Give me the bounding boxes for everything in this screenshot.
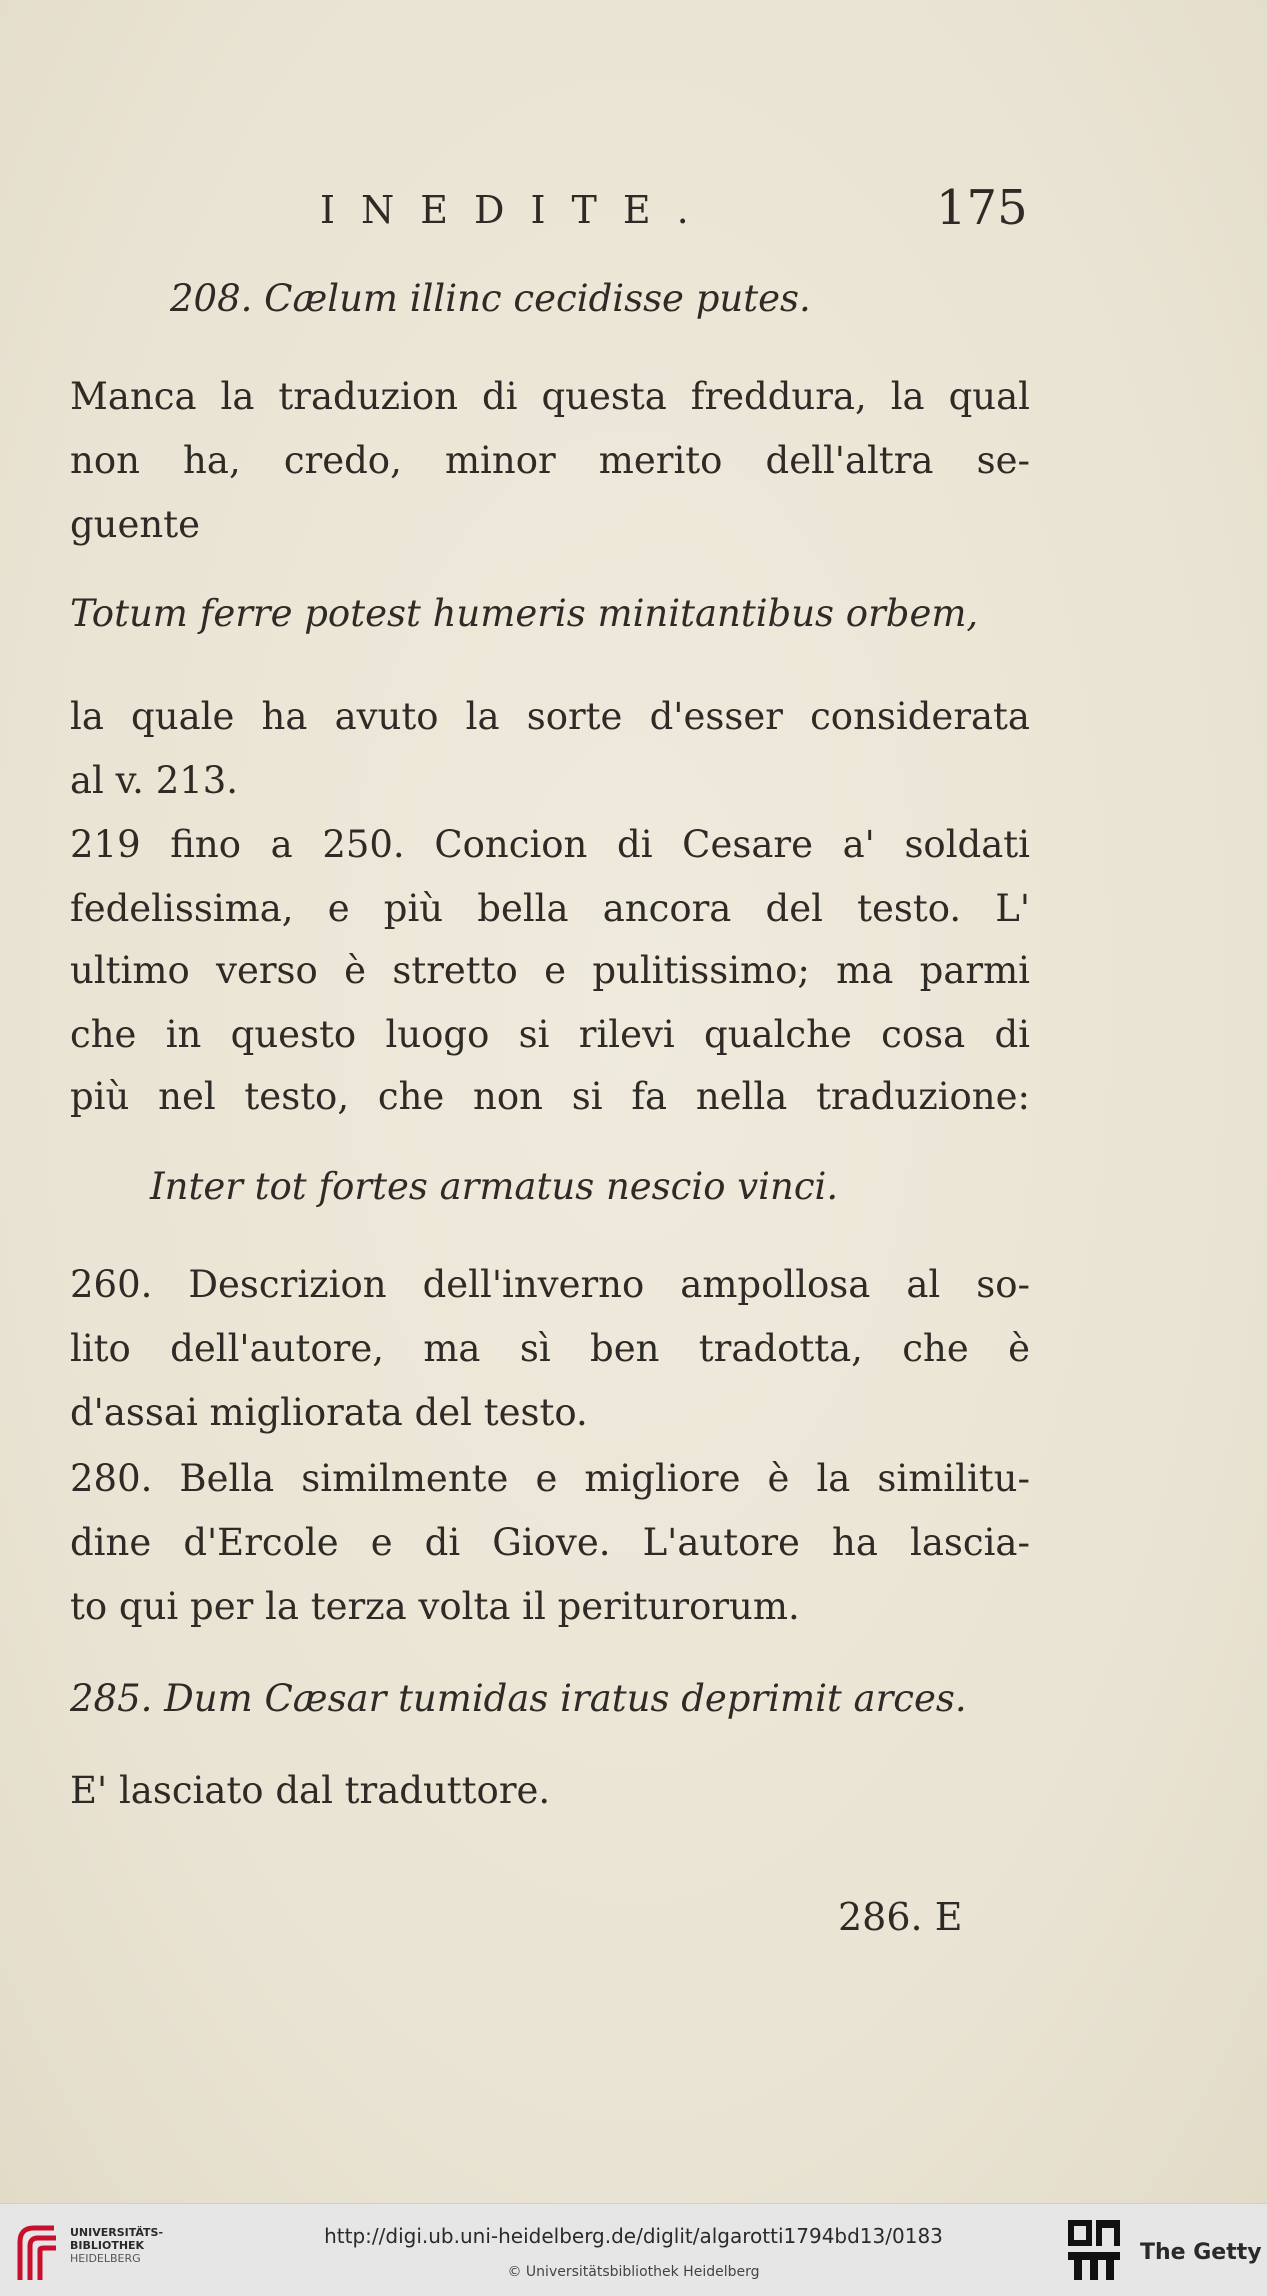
- text-line: 280. Bella similmente e migliore è la similitu-: [70, 1457, 1030, 1500]
- text-line: fedelissima, e più bella ancora del testo. L': [70, 887, 1030, 930]
- text-line: la quale ha avuto la sorte d'esser considerata: [70, 695, 1030, 738]
- getty-logo-icon: [1066, 2218, 1122, 2282]
- footer-bar: [0, 2203, 1267, 2296]
- quotation-line: 285. Dum Cæsar tumidas iratus deprimit arces.: [70, 1677, 967, 1720]
- text-line: to qui per la terza volta il periturorum.: [70, 1585, 800, 1628]
- page-number: 175: [936, 180, 1028, 236]
- partner-name: The Getty: [1140, 2240, 1262, 2265]
- library-name-line: BIBLIOTHEK: [70, 2239, 145, 2252]
- text-line: 260. Descrizion dell'inverno ampollosa al so-: [70, 1263, 1030, 1306]
- quotation-line: Inter tot fortes armatus nescio vinci.: [150, 1165, 839, 1208]
- text-line: più nel testo, che non si fa nella traduzione:: [70, 1075, 1030, 1118]
- text-line-208: 208. Cælum illinc cecidisse putes.: [170, 277, 811, 320]
- text-line: al v. 213.: [70, 759, 239, 802]
- text-line: Manca la traduzion di questa freddura, la qual: [70, 375, 1030, 418]
- text-line: lito dell'autore, ma sì ben tradotta, che è: [70, 1327, 1030, 1370]
- text-line: guente: [70, 503, 201, 546]
- catchword: 286. E: [838, 1895, 963, 1939]
- text-line: d'assai migliorata del testo.: [70, 1391, 588, 1434]
- quotation-line: Totum ferre potest humeris minitantibus orbem,: [70, 592, 979, 635]
- text-line: 219 fino a 250. Concion di Cesare a' soldati: [70, 823, 1030, 866]
- permalink-url[interactable]: http://digi.ub.uni-heidelberg.de/diglit/algarotti1794bd13/0183: [324, 2224, 943, 2248]
- copyright-notice: © Universitätsbibliothek Heidelberg: [507, 2264, 760, 2280]
- text-line: che in questo luogo si rilevi qualche cosa di: [70, 1013, 1030, 1056]
- library-city: HEIDELBERG: [70, 2252, 141, 2265]
- text-line: non ha, credo, minor merito dell'altra se-: [70, 439, 1030, 482]
- running-head: INEDITE.: [320, 188, 715, 232]
- library-name-line: UNIVERSITÄTS-: [70, 2226, 164, 2239]
- text-line: E' lasciato dal traduttore.: [70, 1769, 551, 1812]
- text-line: ultimo verso è stretto e pulitissimo; ma parmi: [70, 949, 1030, 992]
- text-line: dine d'Ercole e di Giove. L'autore ha lascia-: [70, 1521, 1030, 1564]
